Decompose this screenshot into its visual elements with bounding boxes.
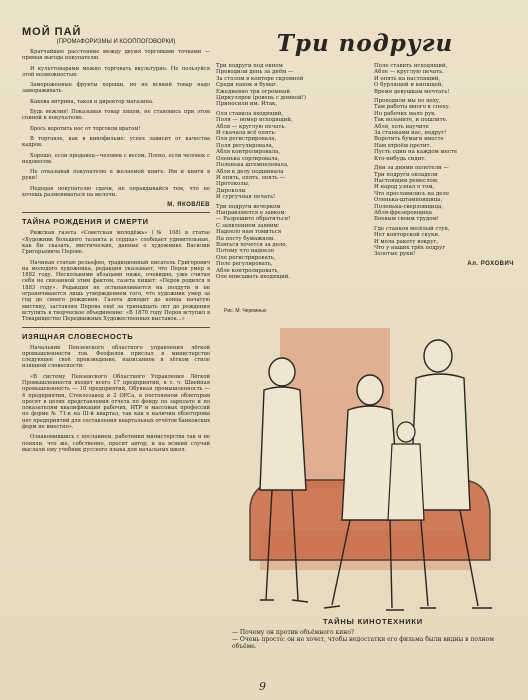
article-paragraph: Начиная статью рельефно, традиционный писатель Григорович на молодого художника, редакция указывает, что Перов умер в 1882 году. Несколькими абзацами ниже, очевидно, уже считая себя не связанной этим фактом, газета пишет: «Перов родился в 1883 году». Редакция не останавливается на полдути и не ограничивается лишь утверждением того, что художник умер за год до своего рождения. Газета доводит до конца начатую мистику, заставляя Перова ещё за тринадцать лет до рождения вступить в творческое объединение: «В 1870 году Перов вступил в Товарищество Передвижных Художественных выставок...» bbox=[22, 259, 210, 323]
poem-column-2 bbox=[374, 63, 514, 283]
article-paragraph: Ознакомившись с посланием, работники министерства так и не поняли, что же, собственно, просит автор, и на всякий случай выслали ему учебник русского языка для начальных школ. bbox=[22, 434, 210, 453]
aphorism: И культтоварами можно торговать вкультурно. Не пользуйся этой возможностью. bbox=[22, 65, 210, 78]
dialogue-line: — Почему он против объёмного кино? bbox=[232, 629, 355, 636]
section-title-slovesnost: ИЗЯЩНАЯ СЛОВЕСНОСТЬ bbox=[22, 331, 134, 341]
poem-stanza: Поле ставить исходящий, Абле — круглую печать. И опять на настоящий, О бурлящей и кипящей, Время девушкам мечтать! bbox=[374, 63, 450, 95]
cartoon-illustration bbox=[220, 320, 516, 618]
divider bbox=[22, 327, 210, 328]
section-title-moy-pay: МОЙ ПАЙ bbox=[22, 26, 82, 38]
poem-stanza: Проходили мы по цеху, Там работы много к спеху. Но рабочих мало рук. Так возьмите, и пошлите. Абля, хоть научите За станками нас, подруг! Воротить бумаги вместе Нам втроём претит. Пусть один на каждом месте Кто-нибудь сидит. bbox=[374, 98, 458, 162]
right-column bbox=[216, 30, 514, 283]
dialogue-line: — Очень просто: он не хочет, чтобы недостатки его фильма были видны в полном объёме. bbox=[232, 636, 495, 650]
poem-column-1 bbox=[216, 63, 356, 283]
aphorism: Не отказывай покупателю в желаемой книге. Им и книги в руки! bbox=[22, 169, 210, 182]
tainy-title: ТАЙНЫ КИНОТЕХНИКИ bbox=[323, 617, 423, 626]
illustration-credit: Рис. М. Черемных bbox=[224, 308, 267, 314]
poem-stanza: Где станков весёлый стук, Нет конторской скуки. И мола ракету вокруг, Что у наших трёх подруг Золотые руки! bbox=[374, 225, 450, 258]
aphorism: Будь вежлив! Показывая товар лицом, не становись при этом спиной к покупателю. bbox=[22, 109, 210, 122]
poem-stanza: Три подруги под окном Проводили день за днём — За столом в конторе скромной Среди папок и бумаг. Ежедневно три огромный Циркуляров (ровень с домной!) Приносили им. Итак, bbox=[216, 63, 307, 108]
poem-body bbox=[216, 63, 514, 283]
article-paragraph: «В систему Пензенского Областного Управления Лёгкой Промышленности входят всего 17 предприятий, в т. ч. Швейная промышленность — 10 предприятий, Обувная промышленность — 4 предприятия, Стеклозавод и 2 ОРСа, в постоянном облегпром просят в целях представления отчета по фонду по зарплате и по показателям квалификации рабочих, ИТР и массовых профессий по форме № 71-к на III-й квартал, так как в наличии облегпрома нет предприятий для составления квартальных отчётов банковских форм не вместно». bbox=[22, 373, 210, 431]
aphorism: Кратчайшее расстояние между двумя торговыми точками — прямая выгода покупателю. bbox=[22, 49, 210, 62]
poem-stanza: Дни за днями полетели — Три подруги овладели Настоящим ремеслом, И народ узнал о том, Что прославились на деле Оленька-штамповщица, Поленька-сверловщица, Абля-фрезеровщица Боевым своим трудом! bbox=[374, 165, 450, 223]
left-column bbox=[22, 26, 210, 457]
poem-title: Три подруги bbox=[276, 30, 454, 57]
poem-stanza: Оля ставила входящий, Поля — номер исходящий, Абля — круглую печать. И скачала всё опять: Оля регистрировала, Поля регулировала, Абля контролировала, Оленька сортировала, Поленька штемпелевала, Абля к делу подшивала И опять, опять, опять — Протоколы, Дыроколы И сургучная печать! bbox=[216, 110, 293, 201]
aphorism: Замороженные фрукты хороши, но не всякий товар надо замораживать. bbox=[22, 82, 210, 95]
aphorism: В торговле, как в кинофильме: успех зависит от качества кадров. bbox=[22, 135, 210, 149]
article-paragraph: Начальник Пензенского областного управления лёгкой промышленности тов. Феофилов прислал в министерство следующее своё произведение, написанное в лёгком стиле изящной словесности: bbox=[22, 344, 210, 370]
aphorism: Хорошо, если продавец—человек с весом. Плохо, если человек с недовесом. bbox=[22, 152, 210, 165]
divider bbox=[22, 212, 210, 213]
author-yakovlev: М. ЯКОВЛЕВ bbox=[167, 202, 210, 209]
aphorism: Какова витрина, таков и директор магазина. bbox=[30, 98, 154, 105]
article-paragraph: Рижская газета «Советская молодёжь» (№ 108) в статье «Художник большого таланта и сердца» сообщает удивительные, как бы сказать, мистические, данные о художнике Василии Григорьевиче Перове. bbox=[22, 230, 210, 256]
page-number: 9 bbox=[259, 680, 266, 693]
poem-stanza: Три подруги вечерком Направляются в завком: — Разрешите обратиться! С заявлением заявим: Надоело нам томиться На посту бумажном. Взяться хочется за дело, Потому что надоело Оле регистрировать, Поле регулировать, Абле контролировать, Оле вписывать входящий. bbox=[216, 203, 291, 280]
author-rokhovich: Ал. РОХОВИЧ bbox=[467, 260, 514, 267]
section-subtitle: (ПРОМАФОРИЗМЫ И КООППОГОВОРКИ) bbox=[56, 39, 176, 45]
aphorism: Недодав покупателю сдачи, не оправдывайся тем, что не хочешь размениваться на мелочи. bbox=[22, 185, 210, 199]
section-title-tayna: ТАЙНА РОЖДЕНИЯ И СМЕРТИ bbox=[22, 217, 149, 227]
aphorism: Брось воротить нос от торговли врагом! bbox=[30, 125, 141, 132]
tainy-kinotekhniki bbox=[232, 617, 514, 650]
